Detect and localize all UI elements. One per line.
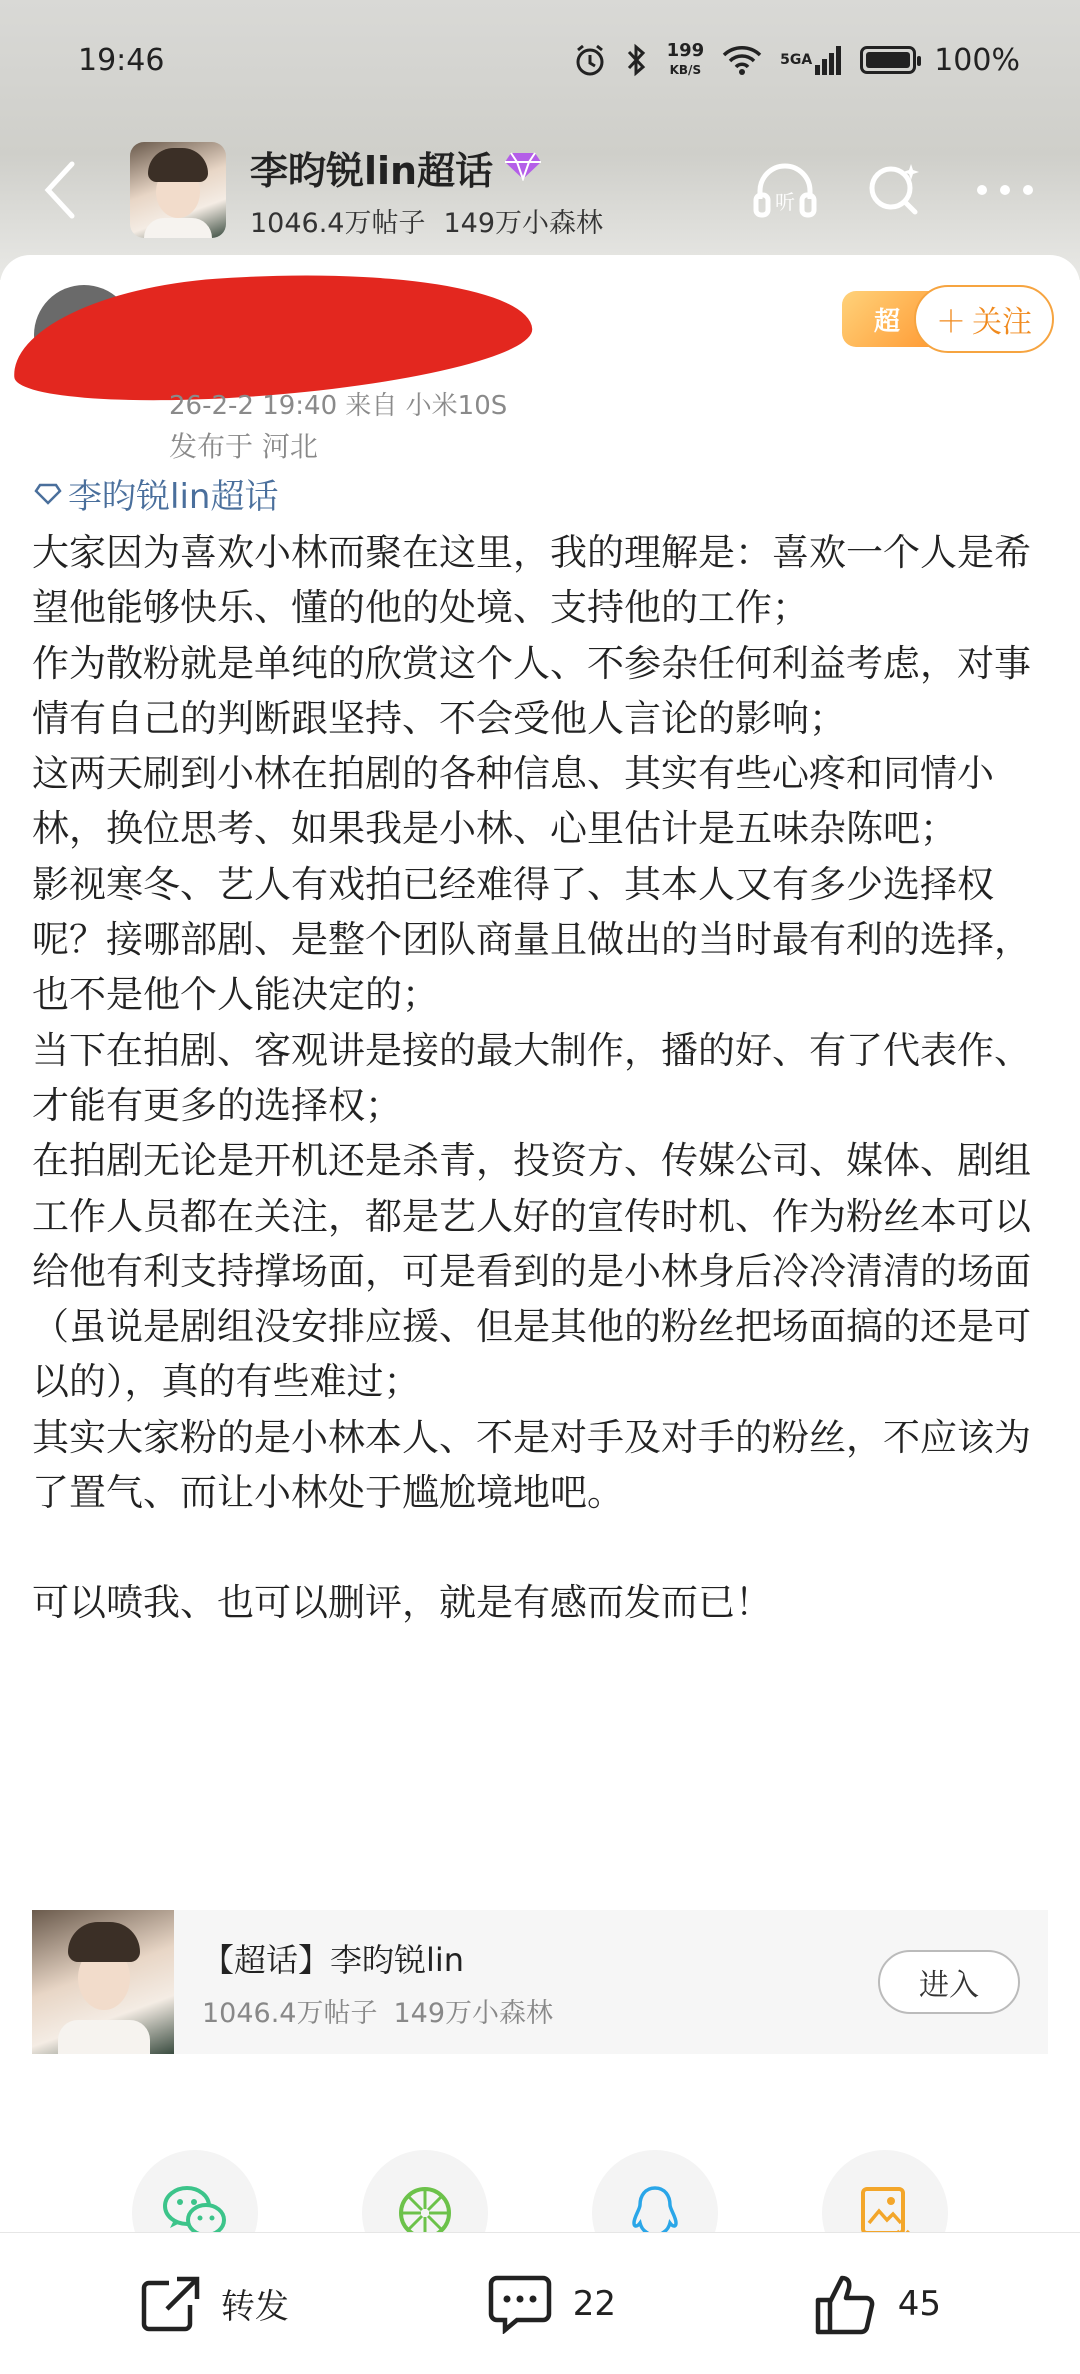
post-meta: 26-2-2 19:40 来自 小米10S	[169, 391, 508, 421]
wifi-icon	[722, 44, 762, 76]
search-button[interactable]	[860, 155, 930, 225]
more-icon	[975, 183, 1035, 197]
cell-signal-icon: 5GA	[780, 45, 842, 75]
follow-area	[842, 285, 1054, 353]
battery-icon	[860, 46, 916, 74]
post-paragraph: 大家因为喜欢小林而聚在这里，我的理解是：喜欢一个人是希望他能够快乐、懂的他的处境、支持他的工作；	[32, 531, 1031, 630]
more-button[interactable]	[970, 155, 1040, 225]
top-navigation	[0, 130, 1080, 250]
post-paragraph: 影视寒冬、艺人有戏拍已经难得了、其本人又有多少选择权呢？接哪部剧、是整个团队商量且做出的当时最有利的选择，也不是他个人能决定的；	[32, 862, 1031, 1017]
back-button[interactable]	[30, 145, 90, 235]
thumbs-up-icon	[814, 2272, 878, 2336]
plus-icon: ＋	[936, 305, 966, 340]
repost-label: 转发	[220, 2287, 289, 2327]
topic-card[interactable]	[32, 1910, 1048, 2054]
post-paragraph: 其实大家粉的是小林本人、不是对手及对手的粉丝，不应该为了置气、而让小林处于尴尬境地吧。	[32, 1415, 1031, 1515]
headphone-icon	[752, 159, 818, 221]
chevron-left-icon	[42, 160, 78, 220]
topic-card-title: 【超话】李昀锐lin	[202, 1940, 465, 1979]
topic-avatar[interactable]	[130, 142, 226, 238]
network-speed: 199 KB/S	[666, 39, 705, 77]
post-paragraph: 作为散粉就是单纯的欣赏这个人、不参杂任何利益考虑，对事情有自己的判断跟坚持、不会受他人言论的影响；	[32, 641, 1031, 740]
bottom-action-bar	[0, 2232, 1080, 2374]
post-card	[0, 255, 1080, 2305]
follow-button[interactable]: ＋ 关注	[914, 285, 1054, 353]
comment-icon	[487, 2274, 553, 2334]
topic-title: 李昀锐lin超话	[250, 149, 494, 193]
listen-button[interactable]	[750, 155, 820, 225]
like-button[interactable]	[814, 2272, 941, 2336]
topic-card-posts: 1046.4万帖子	[202, 1997, 378, 2029]
topic-card-fans: 149万小森林	[393, 1997, 554, 2029]
post-header	[34, 275, 1054, 475]
diamond-outline-icon	[34, 483, 62, 505]
topic-card-avatar	[32, 1910, 174, 2054]
like-count: 45	[897, 2283, 942, 2324]
status-icons	[573, 39, 1020, 79]
topic-post-count: 1046.4万帖子	[250, 208, 426, 239]
enter-button[interactable]: 进入	[878, 1950, 1020, 2014]
diamond-icon	[503, 146, 543, 190]
battery-percent: 100%	[934, 42, 1020, 78]
topic-link[interactable]: 李昀锐lin超话	[34, 469, 278, 518]
comment-count: 22	[572, 2283, 616, 2324]
post-paragraph: 在拍剧无论是开机还是杀青，投资方、传媒公司、媒体、剧组工作人员都在关注，都是艺人好的宣传时机、作为粉丝本可以给他有利支持撑场面，可是看到的是小林身后冷冷清清的场面（虽说是剧组没安排应援、但是其他的粉丝把场面搞的还是可以的），真的有些难过；	[32, 1139, 1031, 1404]
share-icon	[139, 2275, 201, 2333]
post-closing: 可以喷我、也可以删评，就是有感而发而已！	[32, 1581, 772, 1625]
svg-text:听: 听	[775, 190, 795, 214]
bluetooth-icon	[625, 43, 649, 77]
topic-info[interactable]	[250, 140, 750, 240]
super-fan-badge: 超	[842, 291, 932, 347]
post-location: 发布于 河北	[169, 430, 318, 463]
status-bar	[0, 0, 1080, 120]
search-icon	[865, 160, 925, 220]
alarm-icon	[573, 43, 607, 77]
status-time: 19:46	[78, 42, 165, 78]
post-body	[32, 525, 1048, 1631]
topic-fan-count: 149万小森林	[443, 208, 604, 239]
comment-button[interactable]	[487, 2274, 616, 2334]
post-paragraph: 这两天刷到小林在拍剧的各种信息、其实有些心疼和同情小林，换位思考、如果我是小林、心里估计是五味杂陈吧；	[32, 752, 994, 851]
post-paragraph: 当下在拍剧、客观讲是接的最大制作，播的好、有了代表作、才能有更多的选择权；	[32, 1028, 1031, 1127]
repost-button[interactable]	[139, 2275, 289, 2333]
